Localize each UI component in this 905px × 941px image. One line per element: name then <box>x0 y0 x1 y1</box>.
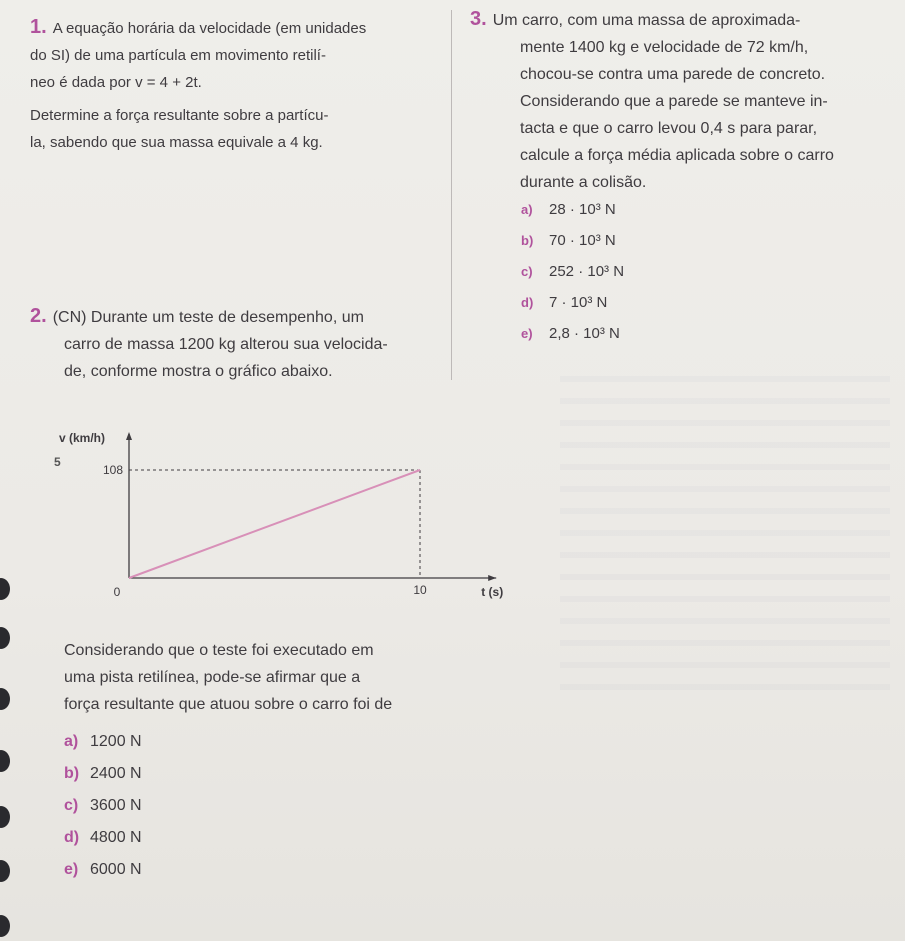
binder-hole <box>0 750 10 772</box>
question-1-line: la, sabendo que sua massa equivale a 4 kg. <box>30 134 323 151</box>
q2-option-b[interactable]: b) 2400 N <box>64 765 142 782</box>
question-3-line: tacta e que o carro levou 0,4 s para parar, <box>520 120 818 137</box>
question-3 <box>470 6 900 196</box>
question-3-number: 3. <box>470 8 487 30</box>
binder-hole <box>0 688 10 710</box>
y-axis-label: v (km/h) <box>59 431 106 445</box>
question-1 <box>30 14 450 156</box>
chart-series <box>129 470 420 578</box>
x-axis-arrow <box>488 575 496 581</box>
binder-hole <box>0 806 10 828</box>
binder-hole <box>0 915 10 937</box>
series-line <box>129 470 420 578</box>
question-3-line: Considerando que a parede se manteve in- <box>520 93 828 110</box>
question-3-line: calcule a força média aplicada sobre o carro <box>520 147 834 164</box>
question-2-line: (CN) Durante um teste de desempenho, um <box>52 309 364 326</box>
side-mark: 5 <box>54 455 61 469</box>
column-divider <box>451 10 452 380</box>
question-2-line: Considerando que o teste foi executado em <box>64 642 374 659</box>
question-2-line: uma pista retilínea, pode-se afirmar que a <box>64 669 361 686</box>
question-2-line: de, conforme mostra o gráfico abaixo. <box>64 363 333 380</box>
question-2-number: 2. <box>30 305 47 327</box>
bleed-through-text <box>560 360 890 690</box>
question-2-line: força resultante que atuou sobre o carro foi de <box>64 696 393 713</box>
x-tick-label: 10 <box>413 583 427 597</box>
question-2-intro <box>30 303 450 385</box>
x-axis-label: t (s) <box>481 585 504 599</box>
question-1-line: do SI) de uma partícula em movimento retilí- <box>30 47 326 64</box>
binder-hole <box>0 578 10 600</box>
q3-option-e[interactable]: e) 2,8 · 10³ N <box>521 325 620 342</box>
q2-option-a[interactable]: a) 1200 N <box>64 733 142 750</box>
q2-option-c[interactable]: c) 3600 N <box>64 797 142 814</box>
y-tick-label: 108 <box>102 463 123 477</box>
binder-hole <box>0 860 10 882</box>
question-3-line: Um carro, com uma massa de aproximada- <box>492 12 801 29</box>
y-axis-arrow <box>126 432 132 440</box>
q3-option-d[interactable]: d) 7 · 10³ N <box>521 294 608 311</box>
question-3-line: durante a colisão. <box>520 174 647 191</box>
q2-option-e[interactable]: e) 6000 N <box>64 861 142 878</box>
q3-option-b[interactable]: b) 70 · 10³ N <box>521 232 616 249</box>
q2-option-d[interactable]: d) 4800 N <box>64 829 142 846</box>
binder-hole <box>0 627 10 649</box>
question-1-line: Determine a força resultante sobre a partícu- <box>30 107 329 124</box>
question-1-number: 1. <box>30 16 47 38</box>
question-3-line: chocou-se contra uma parede de concreto. <box>520 66 826 83</box>
question-1-line: neo é dada por v = 4 + 2t. <box>30 74 202 91</box>
question-2-body <box>64 637 454 718</box>
velocity-time-chart <box>50 420 504 610</box>
question-1-line: A equação horária da velocidade (em unidades <box>52 20 367 37</box>
x-tick-label: 0 <box>113 585 121 599</box>
q3-option-c[interactable]: c) 252 · 10³ N <box>521 263 625 280</box>
q3-option-a[interactable]: a) 28 · 10³ N <box>521 201 616 218</box>
question-3-line: mente 1400 kg e velocidade de 72 km/h, <box>520 39 809 56</box>
question-2-line: carro de massa 1200 kg alterou sua velocida- <box>64 336 388 353</box>
